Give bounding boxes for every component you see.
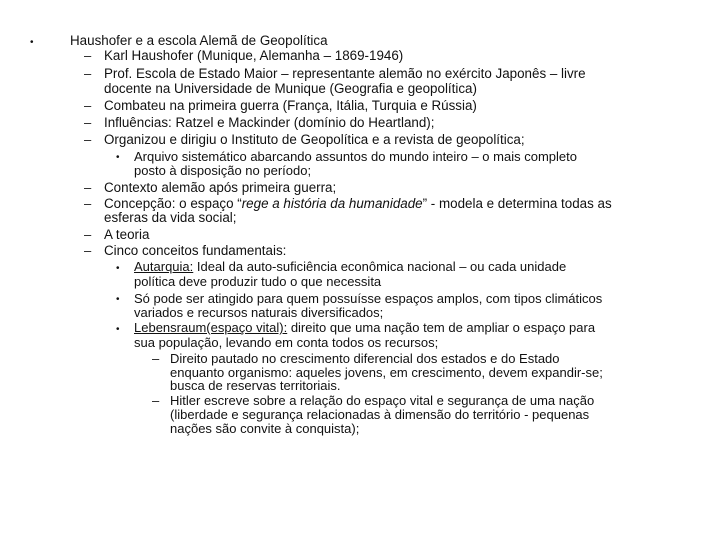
text-run: Ideal da auto-suficiência econômica nacional – ou cada unidade [193,259,567,274]
bullet-text: Contexto alemão após primeira guerra; [104,180,337,195]
bullet-text: Organizou e dirigiu o Instituto de Geopolítica e a revista de geopolítica; [104,132,525,147]
bullet-text: A teoria [104,227,150,242]
slide-title-line: Haushofer e a escola Alemã de Geopolítica [70,33,328,48]
level2-dash: – [84,227,92,242]
level2-dash: – [84,243,92,258]
italic-quote: rege a história da humanidade [241,196,423,211]
text-run: direito que uma nação tem de ampliar o espaço para [287,320,596,335]
bullet-text: Cinco conceitos fundamentais: [104,243,287,258]
level2-dash: – [84,48,92,63]
bullet-text: nações são convite à conquista); [170,421,360,436]
bullet-text: busca de reservas territoriais. [170,378,341,393]
text-run: Concepção: o espaço “ [104,196,242,211]
level3-bullet: • [116,324,120,335]
bullet-text-concepcao [104,196,612,211]
bullet-text: Prof. Escola de Estado Maior – representante alemão no exército Japonês – livre [104,66,586,81]
level4-dash: – [152,351,160,366]
underlined-term: Lebensraum(espaço vital): [134,320,288,335]
level1-bullet: • [30,37,34,48]
level2-dash: – [84,115,92,130]
bullet-text-autarquia [134,259,566,274]
level2-dash: – [84,132,92,147]
bullet-text: sua população, levando em conta todos os recursos; [134,335,439,350]
bullet-text: política deve produzir tudo o que necessita [134,274,382,289]
bullet-text: (liberdade e segurança relacionadas à dimensão do território - pequenas [170,407,590,422]
bullet-text: docente na Universidade de Munique (Geografia e geopolítica) [104,81,477,96]
level4-dash: – [152,393,160,408]
bullet-text: Influências: Ratzel e Mackinder (domínio do Heartland); [104,115,435,130]
bullet-text: esferas da vida social; [104,210,237,225]
bullet-text: Karl Haushofer (Munique, Alemanha – 1869-1946) [104,48,404,63]
level3-bullet: • [116,263,120,274]
level3-bullet: • [116,152,120,163]
text-run: ” - modela e determina todas as [422,196,612,211]
bullet-text: posto à disposição no período; [134,163,312,178]
bullet-text: Hitler escreve sobre a relação do espaço vital e segurança de uma nação [170,393,595,408]
bullet-text-lebensraum [134,320,595,335]
bullet-text: Só pode ser atingido para quem possuísse espaços amplos, com tipos climáticos [134,291,603,306]
bullet-text: Direito pautado no crescimento diferencial dos estados e do Estado [170,351,560,366]
bullet-text: Arquivo sistemático abarcando assuntos do mundo inteiro – o mais completo [134,149,577,164]
underlined-term: Autarquia: [134,259,194,274]
level2-dash: – [84,196,92,211]
bullet-text: Combateu na primeira guerra (França, Itália, Turquia e Rússia) [104,98,477,113]
bullet-text: variados e recursos naturais diversificados; [134,305,384,320]
level2-dash: – [84,180,92,195]
level2-dash: – [84,66,92,81]
bullet-text: enquanto organismo: aqueles jovens, em crescimento, devem expandir-se; [170,365,603,380]
level3-bullet: • [116,294,120,305]
level2-dash: – [84,98,92,113]
